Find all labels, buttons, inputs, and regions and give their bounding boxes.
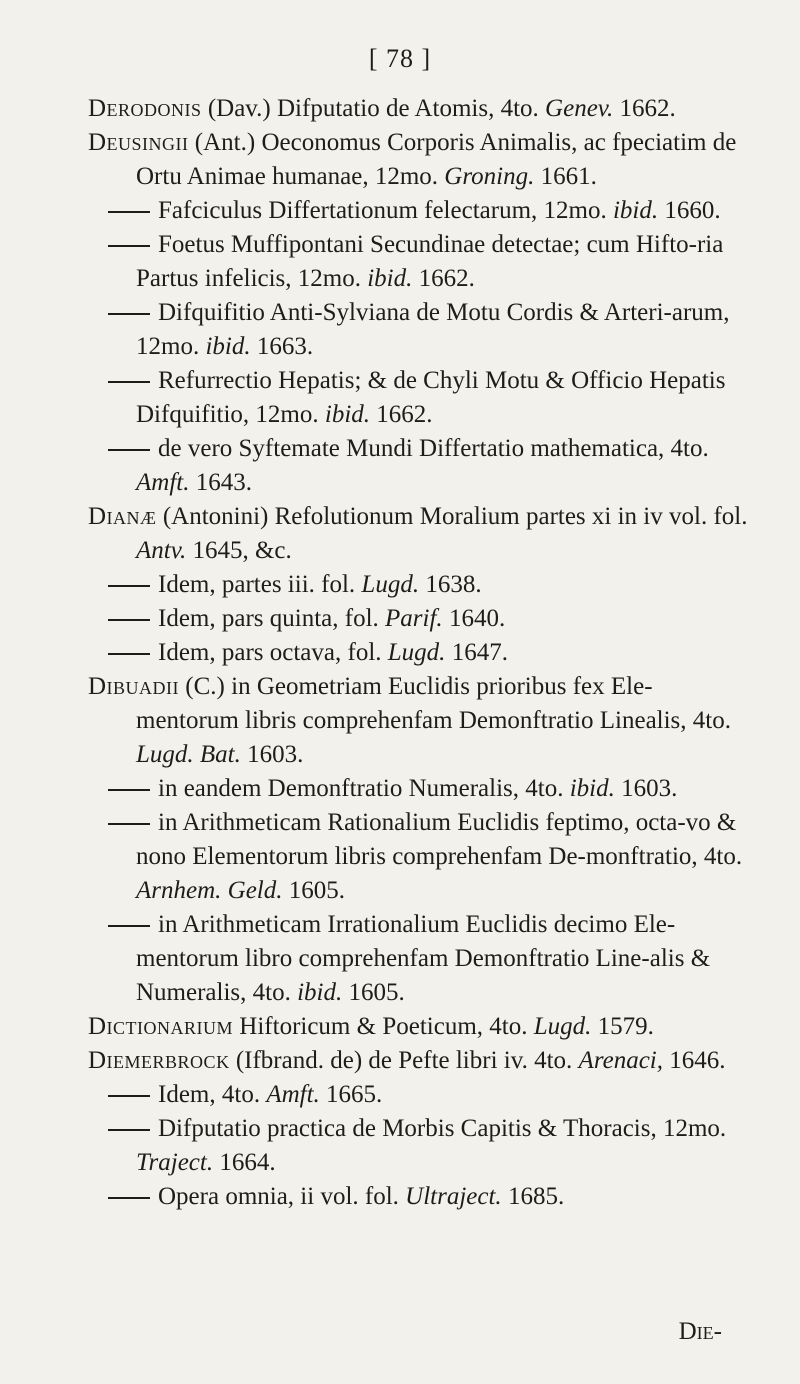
entry-heading: Derodonis [88, 95, 202, 122]
entry-place: Ultraject. [405, 1183, 502, 1210]
entry-place: Arenaci, [578, 1047, 664, 1074]
catchword: Die- [678, 1318, 722, 1345]
main-entry [88, 126, 748, 194]
entry-place: Arnhem. Geld. [136, 877, 283, 904]
entry-text: in Arithmeticam Rationalium Euclidis feptimo, octa-vo & nono Elementorum libris comprehenfam De-monftratio, 4to. [136, 809, 743, 870]
entry-date: 1640. [442, 605, 506, 632]
entry-text: Foetus Muffipontani Secundinae detectae; cum Hifto-ria Partus infelicis, 12mo. [136, 231, 724, 292]
main-entry [88, 1010, 748, 1044]
entry-text: Opera omnia, ii vol. fol. [158, 1183, 406, 1210]
entry-text: Difputatio practica de Morbis Capitis & Thoracis, 12mo. [158, 1115, 727, 1142]
entry-heading: Dictionarium [88, 1013, 234, 1040]
ditto-dash [108, 313, 150, 315]
main-entry [88, 92, 748, 126]
entry-text: (Ifbrand. de) de Pefte libri iv. 4to. [229, 1047, 579, 1074]
entry-text: Difquifitio Anti-Sylviana de Motu Cordis & Arteri-arum, 12mo. [136, 299, 730, 360]
entry-text: de vero Syftemate Mundi Differtatio mathematica, 4to. [158, 435, 709, 462]
ditto-dash [108, 1197, 150, 1199]
ditto-dash [108, 619, 150, 621]
entry-place: ibid. [297, 979, 343, 1006]
entry-date: 1660. [658, 197, 721, 224]
entry-text: (Dav.) Difputatio de Atomis, 4to. [201, 95, 546, 122]
entry-date: 1662. [613, 95, 676, 122]
entry-text: (Antonini) Refolutionum Moralium partes xi in iv vol. fol. [156, 503, 748, 530]
entry-place: Parif. [385, 605, 443, 632]
entry-place: ibid. [205, 333, 251, 360]
entry-heading: Dibuadii [88, 673, 180, 700]
entry-text: Fafciculus Differtationum felectarum, 12mo. [158, 197, 613, 224]
sub-entry [88, 296, 748, 364]
sub-entry [88, 194, 748, 228]
sub-entry [88, 908, 748, 1010]
entry-place: Groning. [444, 163, 535, 190]
entry-text: Hiftoricum & Poeticum, 4to. [233, 1013, 534, 1040]
sub-entry [88, 772, 748, 806]
entry-date: 1643. [189, 469, 252, 496]
entry-date: 1579. [591, 1013, 654, 1040]
ditto-dash [108, 245, 150, 247]
sub-entry [88, 1180, 748, 1214]
ditto-dash [108, 789, 150, 791]
entry-date: 1662. [412, 265, 475, 292]
main-entry [88, 1044, 748, 1078]
sub-entry [88, 228, 748, 296]
ditto-dash [108, 925, 150, 927]
entry-date: 1603. [614, 775, 678, 802]
main-entry [88, 500, 748, 568]
entry-date: 1605. [282, 877, 345, 904]
entry-date: 1685. [501, 1183, 565, 1210]
sub-entry [88, 602, 748, 636]
sub-entry [88, 636, 748, 670]
sub-entry [88, 1078, 748, 1112]
page-number: [ 78 ] [368, 44, 432, 73]
entry-date: 1665. [319, 1081, 383, 1108]
entry-place: Lugd. [361, 571, 420, 598]
ditto-dash [108, 585, 150, 587]
entry-date: 1647. [445, 639, 508, 666]
entry-date: 1638. [419, 571, 482, 598]
entry-place: Traject. [136, 1149, 214, 1176]
entry-text: Idem, 4to. [158, 1081, 267, 1108]
ditto-dash [108, 381, 150, 383]
entry-date: 1603. [240, 741, 304, 768]
entry-place: ibid. [324, 401, 371, 428]
entry-date: 1645, &c. [186, 537, 292, 564]
entry-text: Idem, partes iii. fol. [158, 571, 362, 598]
entry-text: Refurrectio Hepatis; & de Chyli Motu & Officio Hepatis Difquifitio, 12mo. [136, 367, 726, 428]
entry-text: in eandem Demonftratio Numeralis, 4to. [158, 775, 570, 802]
entry-text: Idem, pars quinta, fol. [158, 605, 386, 632]
entry-date: 1605. [342, 979, 405, 1006]
entry-place: Genev. [545, 95, 614, 122]
entry-heading: Deusingii [88, 129, 189, 156]
sub-entry [88, 364, 748, 432]
sub-entry [88, 432, 748, 500]
entry-date: 1646. [663, 1047, 726, 1074]
ditto-dash [108, 1129, 150, 1131]
entry-heading: Dianæ [88, 503, 157, 530]
entry-text: (Ant.) Oeconomus Corporis Animalis, ac fpeciatim de Ortu Animae humanae, 12mo. [136, 129, 737, 190]
entry-place: Amft. [136, 469, 190, 496]
sub-entry [88, 806, 748, 908]
entry-place: Antv. [136, 537, 187, 564]
entry-place: ibid. [569, 775, 615, 802]
entry-text: in Arithmeticam Irrationalium Euclidis decimo Ele-mentorum libro comprehenfam Demonftratio Line-alis & Numeralis, 4to. [136, 911, 711, 1006]
entry-text: (C.) in Geometriam Euclidis prioribus fex Ele-mentorum libris comprehenfam Demonftratio Linealis, 4to. [136, 673, 731, 734]
ditto-dash [108, 1095, 150, 1097]
entry-date: 1663. [250, 333, 314, 360]
entry-text: Idem, pars octava, fol. [158, 639, 388, 666]
ditto-dash [108, 653, 150, 655]
entry-place: Amft. [266, 1081, 320, 1108]
entry-date: 1661. [534, 163, 597, 190]
entry-place: Lugd. Bat. [136, 741, 241, 768]
entry-place: Lugd. [387, 639, 446, 666]
entry-heading: Diemerbrock [88, 1047, 230, 1074]
entry-place: Lugd. [533, 1013, 592, 1040]
ditto-dash [108, 449, 150, 451]
entry-place: ibid. [367, 265, 413, 292]
entry-place: ibid. [612, 197, 659, 224]
ditto-dash [108, 211, 150, 213]
sub-entry [88, 1112, 748, 1180]
sub-entry [88, 568, 748, 602]
entry-date: 1664. [213, 1149, 276, 1176]
main-entry [88, 670, 748, 772]
catalogue-entries [88, 92, 748, 1214]
ditto-dash [108, 823, 150, 825]
entry-date: 1662. [370, 401, 433, 428]
